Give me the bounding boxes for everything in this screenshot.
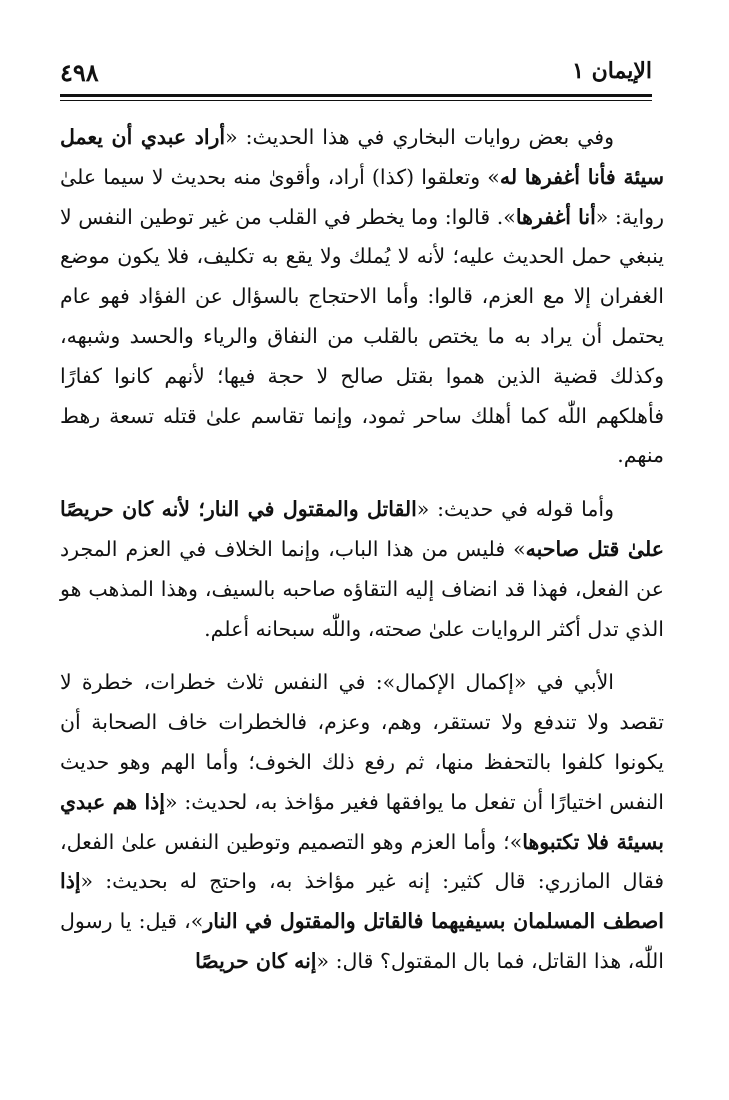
- text-run: »، قيل: يا رسول اللّٰه، هذا القاتل، فما بال المقتول؟ قال: «: [60, 909, 664, 973]
- running-title: الإيمان ١: [572, 58, 652, 84]
- page-header: [60, 58, 652, 94]
- paragraph-2: [60, 490, 664, 649]
- text-run: » فليس من هذا الباب، وإنما الخلاف في العزم المجرد عن الفعل، فهذا قد انضاف إليه التقاؤه صاحبه بالسيف، وهذا المذهب هو الذي تدل أكثر الروايات علىٰ صحته، واللّٰه سبحانه أعلم.: [60, 536, 664, 641]
- text-run: ». قالوا: وما يخطر في القلب من غير توطين النفس لا ينبغي حمل الحديث عليه؛ لأنه لا يُملك ولا يقع به تكليف، فلا يكون موضع الغفران إلا مع العزم، قالوا: وأما الاحتجاج بالسؤال عن الفؤاد فهو عام يحتمل أن يراد به ما يختص بالقلب من النفاق والرياء والحسد وشبهه، وكذلك قضية الذين هموا بقتل صالح لا حجة فيها؛ لأنهم كانوا كفارًا فأهلكهم اللّٰه كما أهلك ساحر ثمود، وإنما تقاسم علىٰ قتله تسعة رهط منهم.: [60, 204, 664, 468]
- text-run: الأبي في «إكمال الإكمال»: في النفس ثلاث خطرات، خطرة لا تقصد ولا تندفع ولا تستقر، وهم، وعزم، فالخطرات خاف الصحابة أن يكونوا كلفوا بالتحفظ منها، ثم رفع ذلك الخوف؛ وأما الهم وهو حديث النفس اختيارًا أن تفعل ما يوافقها فغير مؤاخذ به، لحديث: «: [60, 670, 664, 814]
- text-run: »؛ وأما العزم وهو التصميم وتوطين النفس علىٰ الفعل، فقال المازري: قال كثير: إنه غير مؤاخذ به، واحتج له بحديث: «: [60, 829, 664, 894]
- hadith-quote: إنه كان حريصًا: [195, 948, 317, 973]
- hadith-quote: إذا هم عبدي بسيئة فلا تكتبوها: [60, 789, 664, 854]
- page-body: [60, 118, 664, 982]
- hadith-quote: أنا أغفرها: [515, 204, 596, 229]
- header-rule-thin: [60, 100, 652, 101]
- text-run: وأما قوله في حديث: «: [416, 497, 614, 522]
- hadith-quote: أراد عبدي أن يعمل سيئة فأنا أغفرها له: [60, 125, 664, 189]
- text-run: » وتعلقوا (كذا) أراد، وأقوىٰ منه بحديث لا سيما علىٰ رواية: «: [60, 164, 664, 229]
- paragraph-3: [60, 663, 664, 981]
- header-rule-thick: [60, 94, 652, 97]
- text-run: وفي بعض روايات البخاري في هذا الحديث: «: [225, 125, 614, 149]
- page-number: ٤٩٨: [60, 58, 99, 87]
- paragraph-1: [60, 118, 664, 476]
- hadith-quote: إذا اصطف المسلمان بسيفيهما فالقاتل والمقتول في النار: [60, 869, 664, 934]
- hadith-quote: القاتل والمقتول في النار؛ لأنه كان حريصًا علىٰ قتل صاحبه: [60, 497, 664, 561]
